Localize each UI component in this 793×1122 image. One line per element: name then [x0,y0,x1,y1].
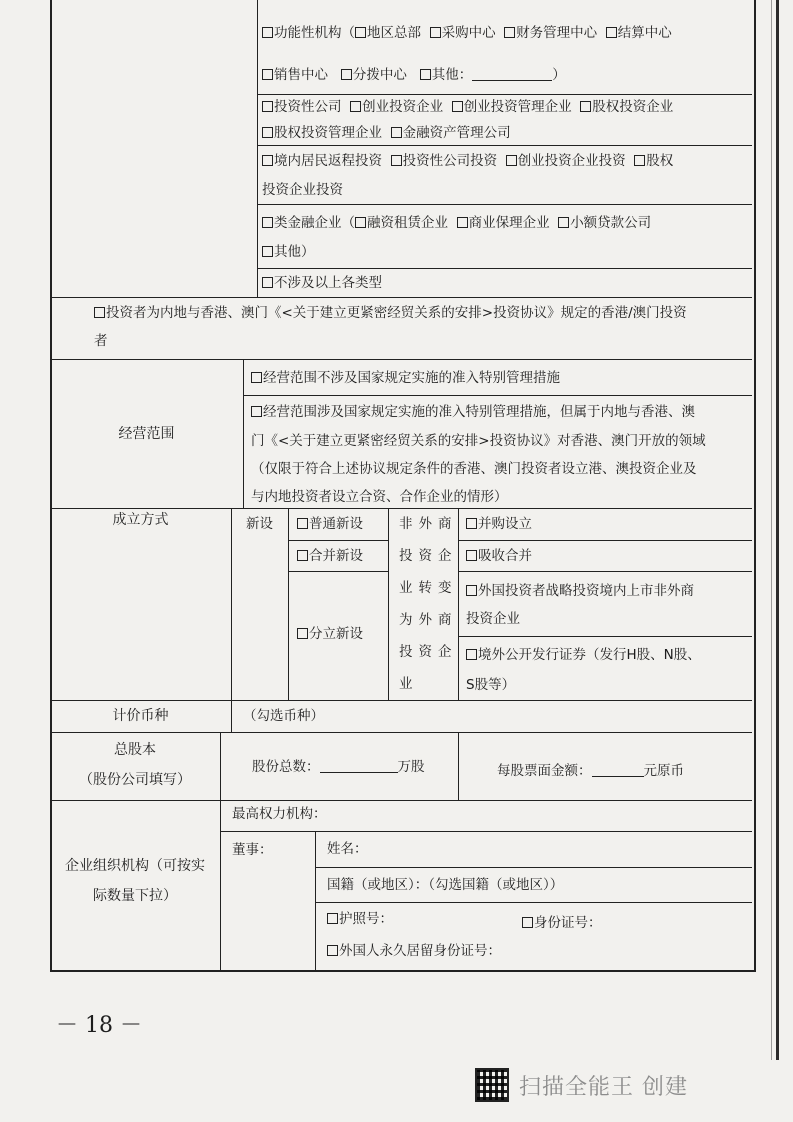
checkbox[interactable] [297,628,308,639]
checkbox[interactable] [327,945,338,956]
new-option-3 [297,625,363,643]
option-label: 投资性公司投资 [402,153,498,169]
checkbox[interactable] [466,585,477,596]
currency-label: 计价币种 [112,708,169,724]
checkbox[interactable] [466,649,477,660]
checkbox[interactable] [94,307,105,318]
option-label: 分立新设 [309,626,363,642]
func-org-line [262,24,672,42]
investor-label: 投资者为内地与香港、澳门《<关于建立更紧密经贸关系的安排>投资协议》规定的香港/澳门投资 [106,305,687,321]
option-label: 经营范围不涉及国家规定实施的准入特别管理措施 [263,370,560,386]
option-label: 股权投资企业 [592,99,674,115]
option-label: 境外公开发行证券（发行H股、N股、 [478,647,701,663]
scope-option-1 [251,369,560,387]
checkbox[interactable] [327,913,338,924]
option-label: 外国投资者战略投资境内上市非外商 [478,583,694,599]
checkbox[interactable] [430,27,441,38]
page-number: － 18 － [56,1013,142,1038]
func-org-line2 [262,66,566,84]
share-count-label: 股份总数： [252,759,320,775]
checkbox[interactable] [558,217,569,228]
convert-label-2: 投资企 [399,548,458,564]
checkbox[interactable] [457,217,468,228]
share-unit: 万股 [397,759,425,775]
quasi-finance-line2 [262,243,315,261]
option-label: 创业投资企业投资 [517,153,626,169]
checkbox[interactable] [262,127,273,138]
passport-field [327,910,393,928]
convert-label-6: 业 [399,676,413,692]
permit-label: 外国人永久居留身份证号： [339,943,501,959]
none-line [262,274,382,292]
convert-option-1 [466,515,532,533]
option-label: 境内居民返程投资 [274,153,382,169]
qr-code-icon [475,1068,509,1102]
option-label: 不涉及以上各类型 [274,275,382,291]
name-field[interactable]: 姓名： [327,841,368,857]
checkbox[interactable] [452,101,463,112]
new-option-2 [297,547,363,565]
option-label: 投资性公司 [274,99,342,115]
establish-label: 成立方式 [112,512,169,528]
convert-option-2 [466,547,532,565]
checkbox[interactable] [391,127,402,138]
checkbox[interactable] [297,518,308,529]
checkbox[interactable] [262,101,273,112]
checkbox[interactable] [251,406,262,417]
option-label: 小额贷款公司 [570,215,652,231]
option-label: 股权投资管理企业 [274,125,382,141]
option-label: 其他： [431,67,473,83]
return-invest-line [262,152,673,170]
scope-label: 经营范围 [118,426,175,442]
checkbox[interactable] [391,155,402,166]
option-label: 销售中心 [274,67,328,83]
scanner-watermark [475,1068,688,1102]
scope-option-2 [251,403,695,421]
checkbox[interactable] [355,27,366,38]
scope-option-2-l2: 门《<关于建立更紧密经贸关系的安排>投资协议》对香港、澳门开放的领域 [251,433,706,449]
convert-option-4-l2: S股等） [466,677,516,693]
option-label: 地区总部 [367,25,421,41]
checkbox[interactable] [355,217,366,228]
option-label: 创业投资企业 [362,99,444,115]
permit-field [327,942,501,960]
currency-value[interactable]: （勾选币种） [243,708,324,724]
investor-line2: 者 [94,333,108,349]
idcard-label: 身份证号： [534,915,602,931]
option-label: 融资租赁企业 [367,215,448,231]
checkbox[interactable] [506,155,517,166]
checkbox[interactable] [262,246,273,257]
option-label: 创业投资管理企业 [463,99,572,115]
checkbox[interactable] [606,27,617,38]
checkbox[interactable] [251,372,262,383]
new-option-1 [297,515,363,533]
convert-option-3 [466,582,694,600]
checkbox[interactable] [504,27,515,38]
par-unit: 元原币 [643,763,684,779]
paren: ） [552,67,566,83]
convert-label-5: 投资企 [399,644,458,660]
convert-label-4: 为外商 [399,612,458,628]
capital-label: 总股本 [114,742,156,758]
checkbox[interactable] [297,550,308,561]
share-count-input[interactable] [320,760,398,773]
org-label: 企业组织机构（可按实 [65,858,205,874]
option-label: 普通新设 [309,516,363,532]
option-label: 股权 [646,153,674,169]
capital-sublabel: （股份公司填写） [79,772,191,788]
convert-option-4 [466,646,701,664]
convert-label-3: 业转变 [399,580,458,596]
org-sublabel: 际数量下拉） [93,888,177,904]
share-count-field [252,758,425,776]
scope-option-2-l4: 与内地投资者设立合资、合作企业的情形） [251,489,508,505]
checkbox[interactable] [262,155,273,166]
option-label: 结算中心 [617,25,672,41]
checkbox[interactable] [634,155,645,166]
authority-field[interactable]: 最高权力机构： [232,806,327,822]
new-label: 新设 [246,516,273,532]
option-label: 商业保理企业 [468,215,550,231]
option-label: 吸收合并 [478,548,532,564]
checkbox[interactable] [466,550,477,561]
checkbox[interactable] [262,277,273,288]
scope-option-2-l3: （仅限于符合上述协议规定条件的香港、澳门投资者设立港、澳投资企业及 [251,461,697,477]
checkbox[interactable] [466,518,477,529]
scanner-text: 扫描全能王 创建 [519,1074,688,1100]
checkbox[interactable] [580,101,591,112]
quasi-finance-line [262,214,651,232]
par-value-label: 每股票面金额： [497,763,592,779]
func-org-label: 功能性机构（ [274,25,355,41]
other-input[interactable] [472,68,552,81]
option-label: 合并新设 [309,548,363,564]
par-value-input[interactable] [592,764,644,777]
checkbox[interactable] [522,917,533,928]
par-value-field [497,762,684,780]
option-label: 经营范围涉及国家规定实施的准入特别管理措施，但属于内地与香港、澳 [263,404,695,420]
option-label: 财务管理中心 [516,25,598,41]
checkbox[interactable] [350,101,361,112]
investor-line [94,304,687,322]
checkbox[interactable] [262,27,273,38]
option-label: 采购中心 [441,25,496,41]
option-label: 分拨中心 [352,67,407,83]
return-invest-line2: 投资企业投资 [262,182,343,198]
director-label: 董事： [232,842,273,858]
checkbox[interactable] [262,217,273,228]
checkbox[interactable] [341,69,352,80]
nationality-field[interactable]: 国籍（或地区）：（勾选国籍（或地区）） [327,877,564,893]
option-label: 金融资产管理公司 [402,125,511,141]
checkbox[interactable] [420,69,431,80]
convert-option-3-l2: 投资企业 [466,611,520,627]
option-label: 其他） [274,244,315,260]
passport-label: 护照号： [339,911,393,927]
checkbox[interactable] [262,69,273,80]
invest-co-line2 [262,124,511,142]
option-label: 类金融企业（ [274,215,355,231]
invest-co-line [262,98,673,116]
idcard-field [522,914,602,932]
option-label: 并购设立 [478,516,532,532]
convert-label-1: 非外商 [399,516,458,532]
